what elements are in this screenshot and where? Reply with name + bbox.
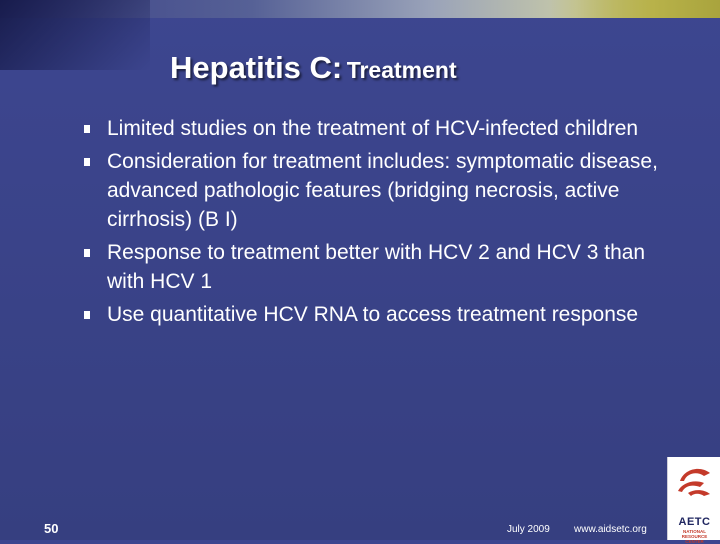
square-bullet-icon xyxy=(82,248,92,258)
logo-line-1: NATIONAL xyxy=(683,529,706,534)
bullet-item xyxy=(82,147,662,234)
logo-brand: AETC xyxy=(678,516,711,528)
bullet-text: Response to treatment better with HCV 2 and HCV 3 than with HCV 1 xyxy=(107,241,646,293)
square-bullet-icon xyxy=(82,310,92,320)
square-bullet-icon xyxy=(82,157,92,167)
footer-url[interactable]: www.aidsetc.org xyxy=(574,524,647,535)
bullet-item xyxy=(82,238,662,296)
bullet-item xyxy=(82,114,662,143)
square-bullet-icon xyxy=(82,124,92,134)
aetc-logo xyxy=(667,457,720,544)
slide-title xyxy=(170,50,457,86)
title-main: Hepatitis C: xyxy=(170,50,343,85)
logo-line-2: RESOURCE xyxy=(681,534,708,539)
bullet-item xyxy=(82,300,662,329)
bullet-text: Limited studies on the treatment of HCV-infected children xyxy=(107,117,639,140)
top-left-shade xyxy=(0,0,150,70)
footer-date: July 2009 xyxy=(507,524,550,535)
top-right-accent xyxy=(550,0,720,18)
bullet-list xyxy=(82,114,662,333)
slide-number: 50 xyxy=(44,521,59,536)
bullet-text: Use quantitative HCV RNA to access treatment response xyxy=(107,303,639,326)
bullet-text: Consideration for treatment includes: symptomatic disease, advanced pathologic features (bridging necrosis, active cirrhosis) (B I) xyxy=(107,150,658,231)
title-sub: Treatment xyxy=(346,57,457,83)
logo-line-3: CENTER xyxy=(685,539,704,544)
aetc-emblem-icon xyxy=(674,461,715,513)
